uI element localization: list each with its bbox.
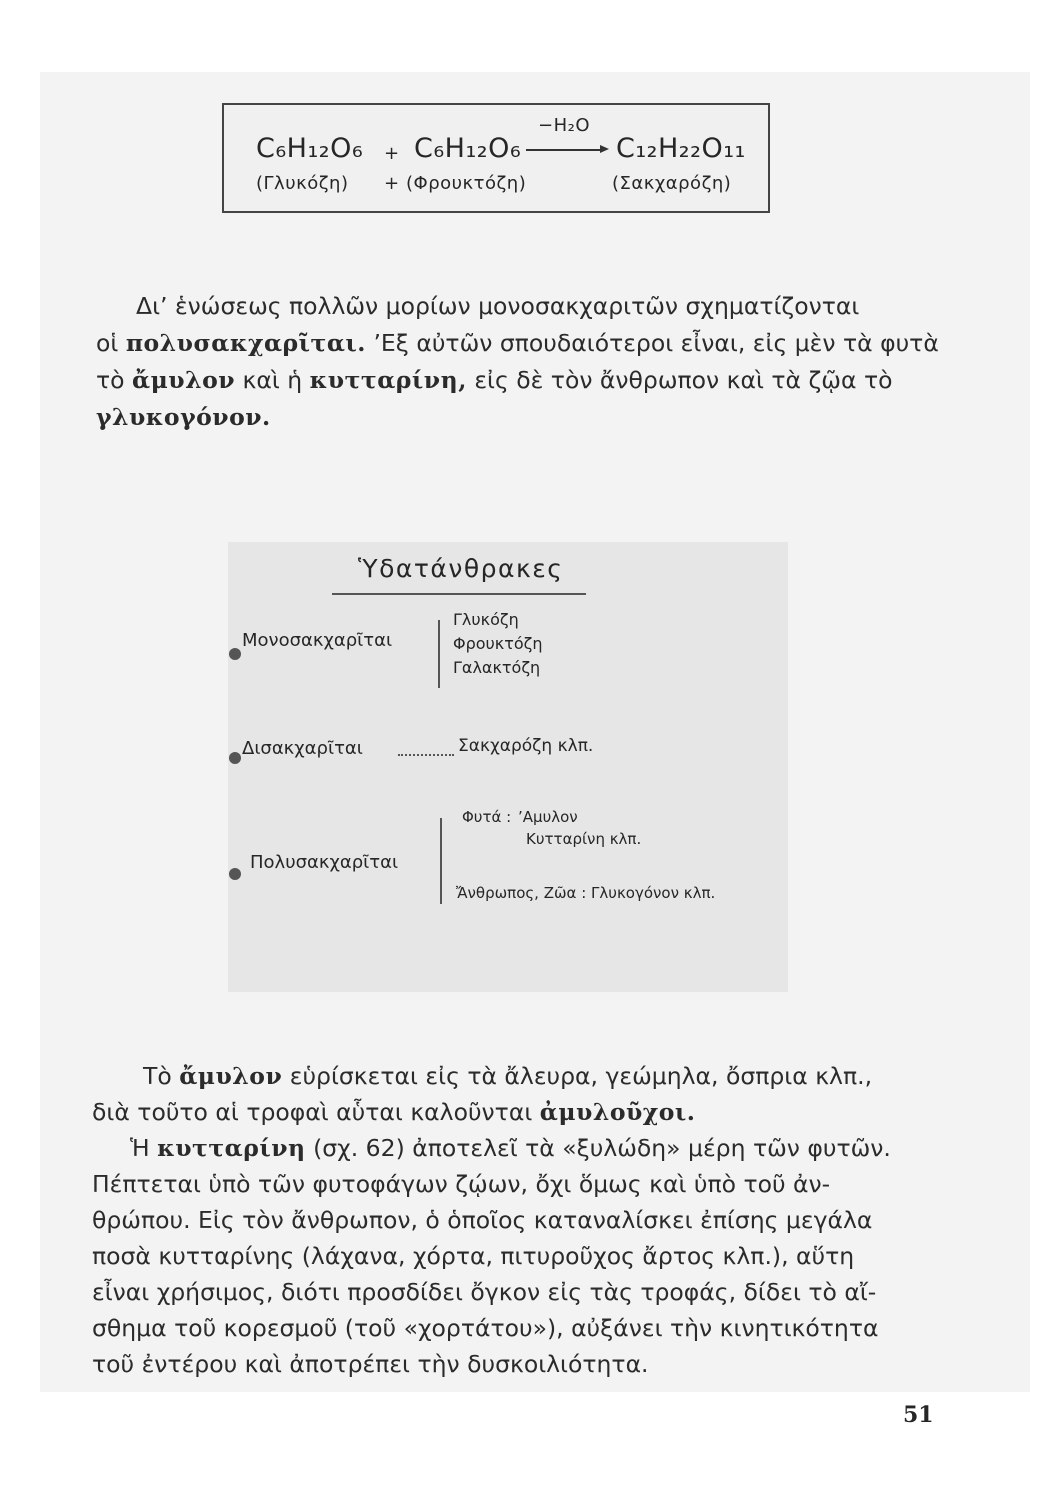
term-glycogen: γλυκογόνον. — [96, 403, 271, 431]
text-line — [96, 399, 271, 435]
text-line: τοῦ ἐντέρου καὶ ἀποτρέπει τὴν δυσκοιλιότητα. — [92, 1350, 649, 1378]
poly-plants-item: ’Αμυλον — [518, 808, 578, 826]
text-line: Δι’ ἑνώσεως πολλῶν μορίων μονοσακχαριτῶν σχηματίζονται — [136, 292, 860, 320]
mono-item: Γαλακτόζη — [453, 658, 541, 677]
text-line: Ἡ κυτταρίνη (σχ. 62) ἀποτελεῖ τὰ «ξυλώδη» μέρη τῶν φυτῶν. — [130, 1134, 891, 1162]
sucrose-name: (Σακχαρόζη) — [612, 173, 732, 194]
di-label: Δισακχαρῖται — [242, 738, 363, 759]
text-line: εἶναι χρήσιμος, διότι προσδίδει ὄγκον εἰς τὰς τροφάς, δίδει τὸ αἴ- — [92, 1278, 877, 1306]
mono-label: Μονοσακχαρῖται — [242, 630, 393, 651]
title-underline — [332, 593, 586, 595]
term-polysaccharides: πολυσακχαρῖται. — [125, 329, 366, 357]
poly-plants-item: Κυτταρίνη κλπ. — [526, 830, 642, 848]
poly-label: Πολυσακχαρῖται — [250, 852, 399, 873]
term-cellulose: κυτταρίνη, — [309, 366, 467, 394]
arrow-head-icon — [600, 145, 609, 153]
term-starch: ἄμυλον — [132, 366, 236, 394]
reaction-arrow — [526, 149, 602, 151]
fructose-formula: C₆H₁₂O₆ — [414, 133, 522, 164]
equation-box — [222, 103, 770, 213]
diagram-title: Ὑδατάνθρακες — [358, 554, 564, 583]
arrow-label: −H₂O — [538, 115, 591, 136]
mono-item: Φρουκτόζη — [453, 634, 543, 653]
sucrose-formula: C₁₂H₂₂O₁₁ — [616, 133, 746, 164]
term-cellulose: κυτταρίνη — [157, 1134, 306, 1162]
text-line: οἱ πολυσακχαρῖται. ’Εξ αὐτῶν σπουδαιότεροι εἶναι, εἰς μὲν τὰ φυτὰ — [96, 329, 939, 357]
text-line: Πέπτεται ὑπὸ τῶν φυτοφάγων ζῴων, ὄχι ὅμως καὶ ὑπὸ τοῦ ἀν- — [92, 1170, 831, 1198]
brace-icon — [440, 818, 442, 904]
glucose-formula: C₆H₁₂O₆ — [256, 133, 364, 164]
fructose-name: (Φρουκτόζη) — [406, 173, 527, 194]
bullet-icon — [229, 752, 241, 764]
carbohydrates-diagram — [228, 542, 788, 992]
brace-icon — [438, 620, 440, 688]
text-line: τὸ ἄμυλον καὶ ἡ κυτταρίνη, εἰς δὲ τὸν ἄνθρωπον καὶ τὰ ζῷα τὸ — [96, 366, 893, 394]
bullet-icon — [229, 868, 241, 880]
text-line: θρώπου. Εἰς τὸν ἄνθρωπον, ὁ ὁποῖος καταναλίσκει ἐπίσης μεγάλα — [92, 1206, 873, 1234]
di-item: Σακχαρόζη κλπ. — [458, 736, 594, 756]
mono-item: Γλυκόζη — [453, 610, 519, 629]
text-line: διὰ τοῦτο αἱ τροφαὶ αὗται καλοῦνται ἀμυλοῦχοι. — [92, 1098, 696, 1126]
plus-sign: + — [384, 143, 400, 164]
plus-sign-2: + — [384, 173, 400, 194]
text-line: ποσὰ κυτταρίνης (λάχανα, χόρτα, πιτυροῦχος ἄρτος κλπ.), αὕτη — [92, 1242, 855, 1270]
dotted-leader — [398, 754, 454, 756]
text-line: σθημα τοῦ κορεσμοῦ (τοῦ «χορτάτου»), αὐξάνει τὴν κινητικότητα — [92, 1314, 879, 1342]
bullet-icon — [229, 648, 241, 660]
poly-animals: Ἄνθρωπος, Ζῶα : Γλυκογόνον κλπ. — [456, 884, 716, 902]
page-number: 51 — [903, 1402, 934, 1428]
text-line: Τὸ ἄμυλον εὑρίσκεται εἰς τὰ ἄλευρα, γεώμηλα, ὄσπρια κλπ., — [143, 1062, 873, 1090]
glucose-name: (Γλυκόζη) — [256, 173, 349, 194]
term-starchy: ἀμυλοῦχοι. — [539, 1098, 696, 1126]
term-starch: ἄμυλον — [179, 1062, 283, 1090]
poly-plants-prefix: Φυτά : — [462, 808, 512, 826]
